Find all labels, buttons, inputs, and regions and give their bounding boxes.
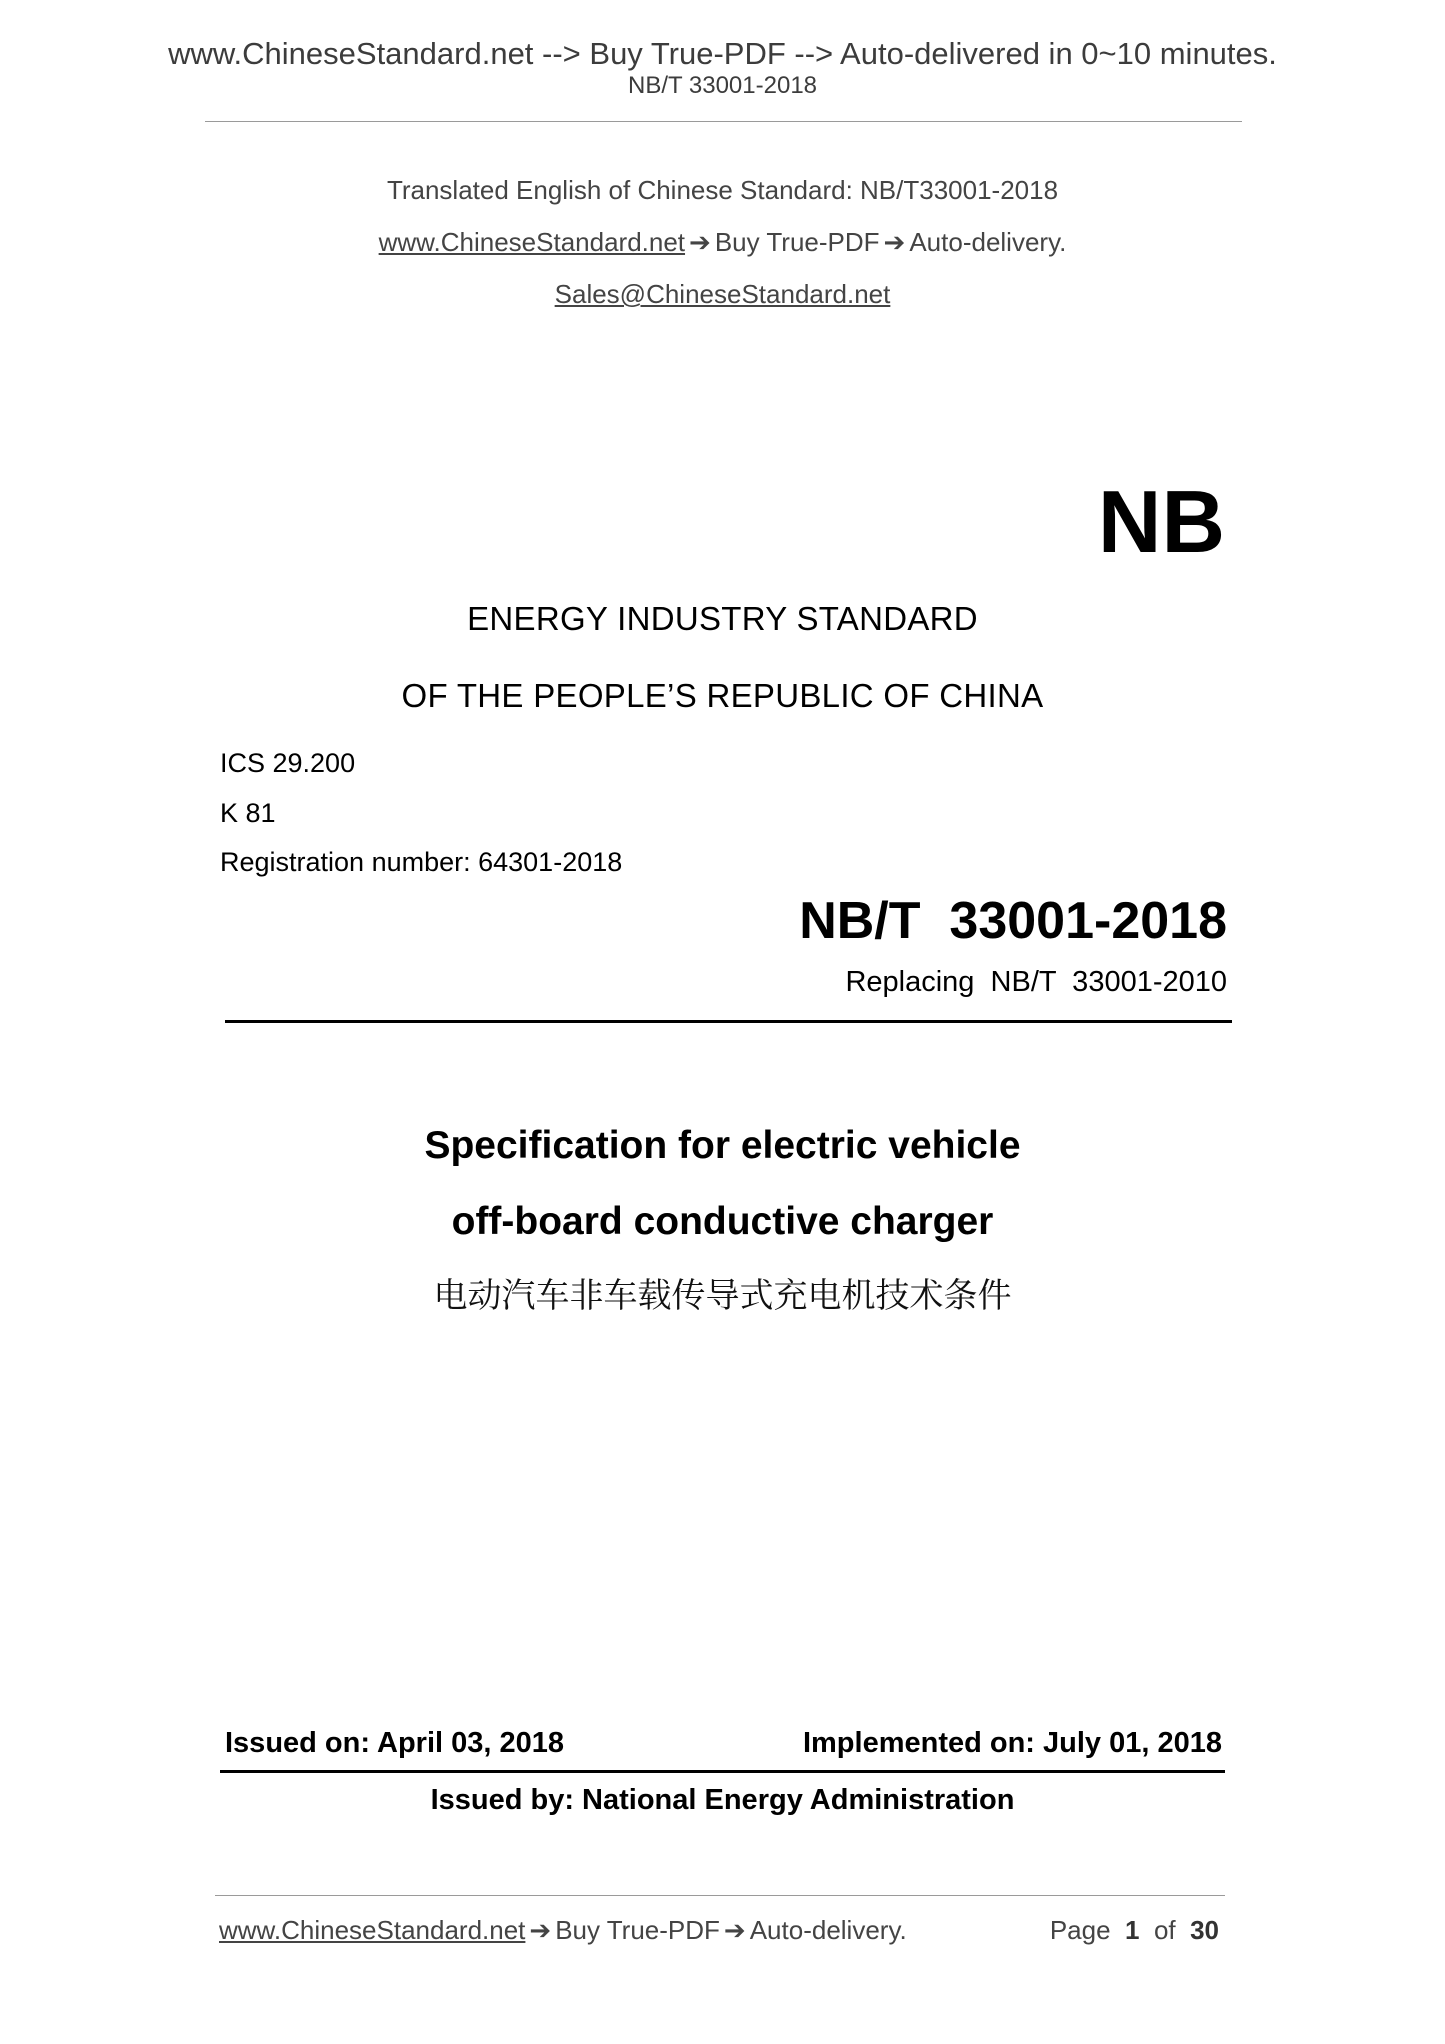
title-line1: Specification for electric vehicle [424,1124,1021,1167]
registration-number: Registration number: 64301-2018 [220,847,623,877]
translated-line: Translated English of Chinese Standard: NB/T33001-2018 [386,175,1059,205]
implemented-on: Implemented on: July 01, 2018 [802,1727,1222,1759]
arrow-right-icon: ➔ [723,1916,746,1946]
page-number [1050,1917,1219,1943]
title-chinese: 电动汽车非车载传导式充电机技术条件 [433,1276,1012,1316]
issued-on: Issued on: April 03, 2018 [225,1727,564,1759]
sales-email-link[interactable]: Sales@ChineseStandard.net [554,279,891,309]
header-divider [205,121,1242,122]
page-current: 1 [1125,1915,1140,1945]
auto-delivery-text: Auto-delivery. [909,227,1067,257]
issued-by: Issued by: National Energy Administration [430,1784,1015,1816]
footer-delivery-line [219,1917,907,1944]
header-doc-code: NB/T 33001-2018 [627,72,818,99]
top-banner: www.ChineseStandard.net --> Buy True-PDF --> Auto-delivered in 0~10 minutes. [168,36,1277,71]
replacing-code: Replacing NB/T 33001-2010 [845,966,1227,998]
arrow-right-icon: ➔ [529,1916,552,1946]
nb-logo: NB [1097,472,1225,571]
footer-buy-text: Buy True-PDF [555,1915,720,1945]
promo-delivery-line [0,229,1445,256]
arrow-right-icon: ➔ [689,228,711,258]
sales-email-line [0,281,1445,307]
title-line2: off-board conductive charger [451,1200,994,1243]
standard-heading-line1: ENERGY INDUSTRY STANDARD [467,600,978,637]
class-code: K 81 [220,798,276,828]
ics-code: ICS 29.200 [220,748,356,778]
standard-code: NB/T 33001-2018 [799,892,1227,950]
page-of: of [1153,1915,1176,1945]
page-total: 30 [1190,1915,1219,1945]
page-label: Page [1049,1915,1111,1945]
footer-divider [215,1895,1225,1896]
standard-heading-line2: OF THE PEOPLE’S REPUBLIC OF CHINA [401,677,1044,714]
footer-delivery-text: Auto-delivery. [749,1915,907,1945]
code-divider [225,1020,1232,1023]
buy-true-pdf-text: Buy True-PDF [714,227,880,257]
issue-divider [220,1770,1225,1773]
footer-site-link[interactable]: www.ChineseStandard.net [219,1915,526,1945]
site-link[interactable]: www.ChineseStandard.net [378,227,686,257]
arrow-right-icon: ➔ [883,228,906,258]
